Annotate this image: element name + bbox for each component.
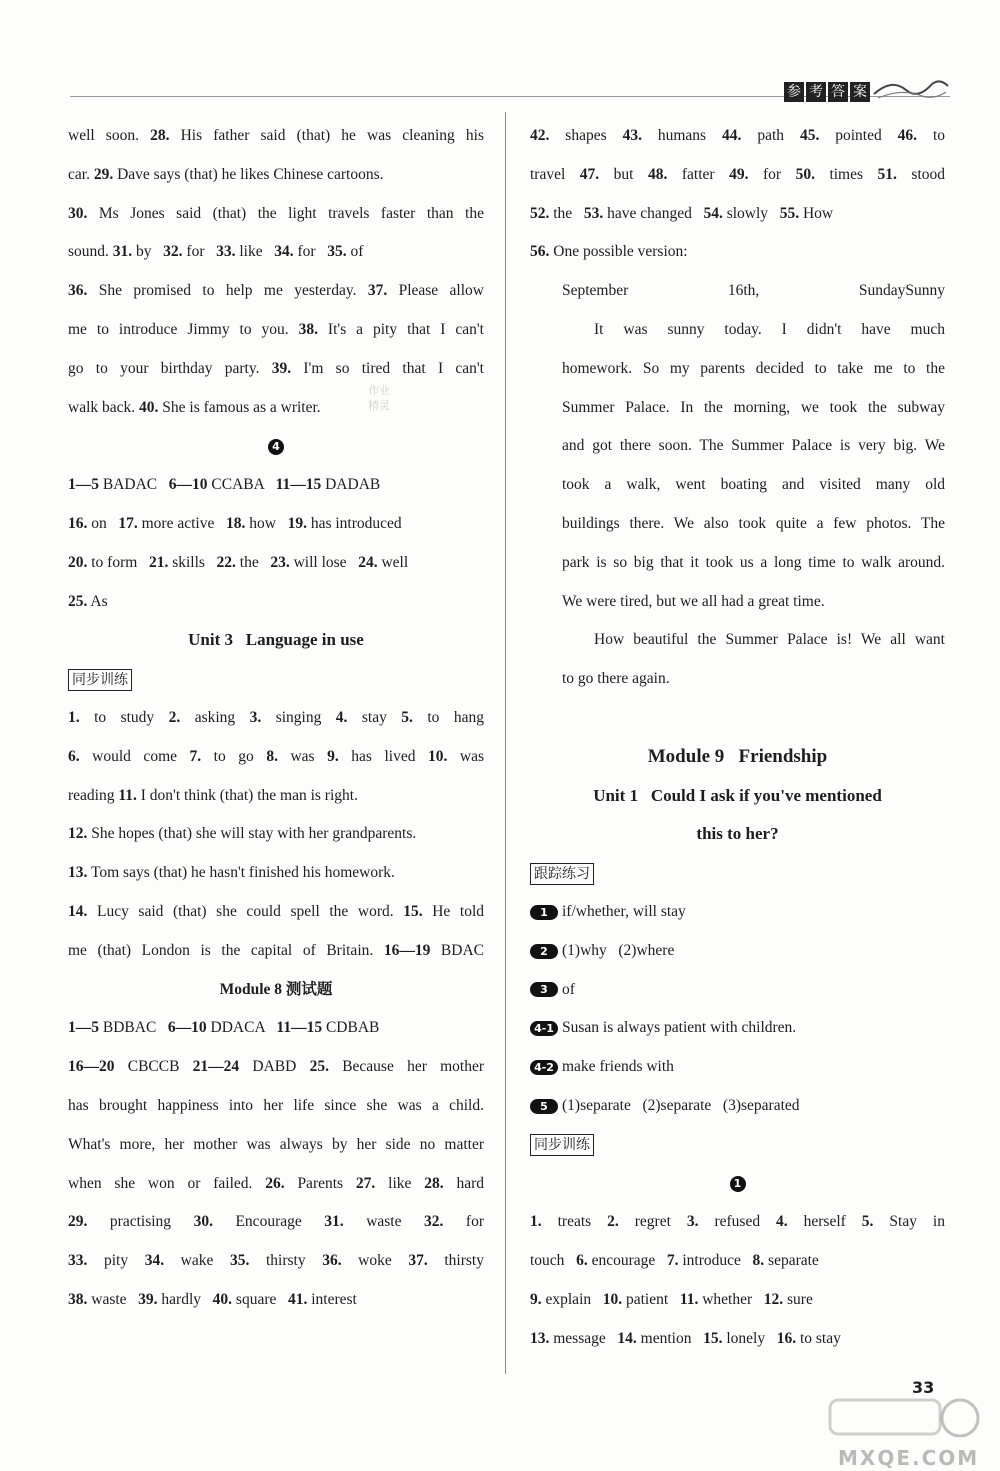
header-badge-char: 案	[850, 82, 870, 102]
left-text-line: 16. on 17. more active 18. how 19. has introduced	[68, 514, 402, 532]
header-badge-char: 考	[806, 82, 826, 102]
left-text-line: sound. 31. by 32. for 33. like 34. for 35. of	[68, 243, 364, 261]
left-text-line: Unit 3 Language in use	[188, 630, 364, 650]
left-text-line: car. 29. Dave says (that) he likes Chinese cartoons.	[68, 165, 384, 183]
left-text-line: me (that) London is the capital of Britain. 16—19 BDAC	[68, 941, 484, 959]
left-text-line: 1—5 BDBAC 6—10 DDACA 11—15 CDBAB	[68, 1019, 380, 1037]
left-text-line: 13. Tom says (that) he hasn't finished his homework.	[68, 864, 395, 882]
left-text-line: 4	[68, 427, 484, 466]
header-badge	[782, 82, 870, 102]
right-text-line: 1. treats 2. regret 3. refused 4. herself 5. Stay in	[530, 1213, 945, 1231]
right-text-line: It was sunny today. I didn't have much	[594, 320, 945, 338]
right-text-line: We were tired, but we all had a great time.	[562, 592, 825, 610]
header-badge-char: 答	[828, 82, 848, 102]
left-text-line: 1. to study 2. asking 3. singing 4. stay 5. to hang	[68, 708, 484, 726]
right-text-line: took a walk, went boating and visited many old	[562, 476, 945, 494]
left-text-line: walk back. 40. She is famous as a writer.	[68, 398, 321, 416]
watermark-stamp-line: 作业	[368, 384, 390, 397]
right-text-line: 9. explain 10. patient 11. whether 12. sure	[530, 1290, 813, 1308]
right-text-line: 56. One possible version:	[530, 243, 688, 261]
left-text-line: reading 11. I don't think (that) the man is right.	[68, 786, 358, 804]
left-text-line: when she won or failed. 26. Parents 27. like 28. hard	[68, 1174, 484, 1192]
left-text-line: 12. She hopes (that) she will stay with her grandparents.	[68, 825, 417, 843]
right-text-line: to go there again.	[562, 670, 670, 688]
left-text-line: 6. would come 7. to go 8. was 9. has lived 10. was	[68, 747, 484, 765]
left-text-line: 14. Lucy said (that) she could spell the word. 15. He told	[68, 902, 484, 920]
right-text-line: Unit 1 Could I ask if you've mentioned	[593, 785, 882, 805]
left-text-line: me to introduce Jimmy to you. 38. It's a pity that I can't	[68, 320, 484, 338]
right-text-line: 13. message 14. mention 15. lonely 16. to stay	[530, 1329, 841, 1347]
left-text-line: well soon. 28. His father said (that) he was cleaning his	[68, 127, 484, 144]
right-text-line: park is so big that it took us a long time to walk around.	[562, 553, 945, 571]
right-text-line: touch 6. encourage 7. introduce 8. separate	[530, 1252, 819, 1270]
watermark-logo-icon	[820, 1390, 980, 1470]
right-text-line: 1	[530, 1165, 945, 1204]
left-text-line: 同步训练	[68, 660, 484, 699]
right-text-line: 52. the 53. have changed 54. slowly 55. How	[530, 204, 834, 222]
left-column	[68, 117, 484, 1320]
right-text-line: 同步训练	[530, 1126, 945, 1165]
right-text-line	[530, 699, 945, 738]
left-text-line: 1—5 BADAC 6—10 CCABA 11—15 DADAB	[68, 476, 381, 494]
right-column	[530, 117, 945, 1359]
right-text-line: 跟踪练习	[530, 854, 945, 893]
header-badge-char: 参	[784, 82, 804, 102]
left-text-line: Module 8 测试题	[219, 980, 333, 998]
right-text-line: 5 (1)separate (2)separate (3)separated	[530, 1087, 945, 1126]
right-text-line: 42. shapes 43. humans 44. path 45. pointed 46. to	[530, 127, 945, 144]
left-text-line: go to your birthday party. 39. I'm so tired that I can't	[68, 359, 484, 377]
right-text-line: buildings there. We also took quite a few photos. The	[562, 514, 945, 532]
watermark-stamp	[368, 383, 390, 413]
right-text-line: Summer Palace. In the morning, we took the subway	[562, 398, 945, 416]
page-number: 33	[912, 1378, 935, 1397]
left-text-line: 38. waste 39. hardly 40. square 41. interest	[68, 1290, 357, 1308]
right-text-line: How beautiful the Summer Palace is! We all want	[594, 631, 945, 649]
right-text-line: and got there soon. The Summer Palace is very big. We	[562, 437, 945, 455]
left-text-line: has brought happiness into her life since she was a child.	[68, 1096, 484, 1114]
right-text-line: this to her?	[696, 824, 779, 844]
header-swoosh-icon	[872, 74, 950, 102]
left-text-line: 30. Ms Jones said (that) the light travels faster than the	[68, 204, 484, 222]
right-text-line: travel 47. but 48. fatter 49. for 50. times 51. stood	[530, 165, 945, 183]
left-text-line: 16—20 CBCCB 21—24 DABD 25. Because her mother	[68, 1058, 484, 1076]
right-text-line: 4-1 Susan is always patient with children.	[530, 1009, 945, 1048]
page-header	[70, 86, 950, 106]
right-text-line: 4-2 make friends with	[530, 1048, 945, 1087]
left-text-line: What's more, her mother was always by her side no matter	[68, 1135, 484, 1153]
watermark-site: MXQE.COM	[838, 1446, 980, 1470]
left-text-line: 36. She promised to help me yesterday. 37. Please allow	[68, 282, 484, 300]
right-text-line: Module 9 Friendship	[647, 745, 828, 767]
right-text-line: 1 if/whether, will stay	[530, 893, 945, 932]
column-divider	[505, 112, 506, 1374]
right-text-line: homework. So my parents decided to take me to the	[562, 359, 945, 377]
right-text-line: 3 of	[530, 971, 945, 1010]
right-text-line: September 16th, Sunday Sunny	[562, 282, 945, 300]
left-text-line: 33. pity 34. wake 35. thirsty 36. woke 37. thirsty	[68, 1252, 484, 1270]
right-text-line: 2 (1)why (2)where	[530, 932, 945, 971]
left-text-line: 20. to form 21. skills 22. the 23. will lose 24. well	[68, 553, 409, 571]
watermark-stamp-line: 精灵	[368, 399, 390, 412]
left-text-line: 29. practising 30. Encourage 31. waste 32. for	[68, 1213, 484, 1231]
left-text-line: 25. As	[68, 592, 108, 610]
